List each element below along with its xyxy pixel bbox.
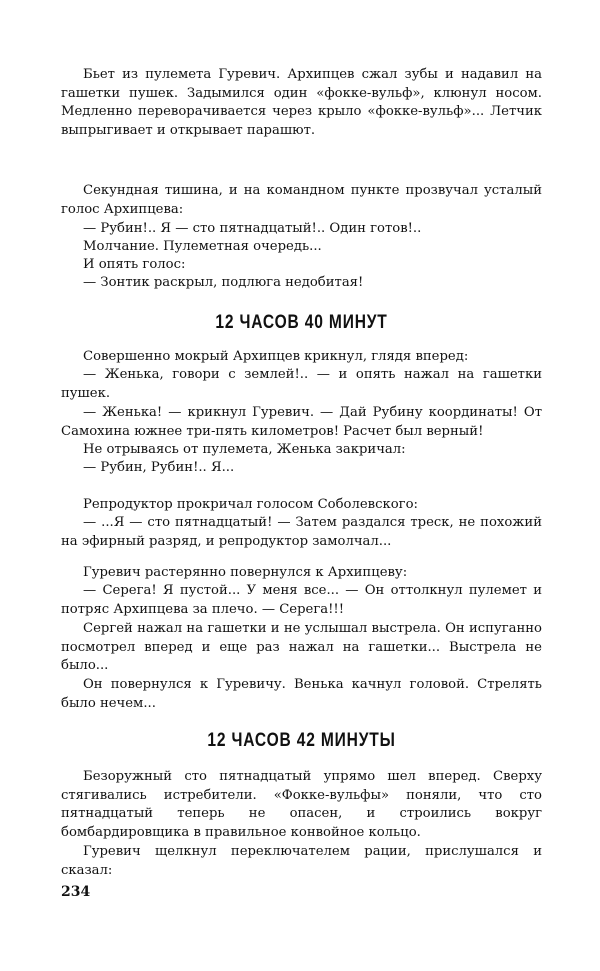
paragraph: Репродуктор прокричал голосом Соболевского: (83, 497, 418, 512)
paragraph: Секундная тишина, и на командном пункте прозвучал усталый голос Архипцева: (61, 183, 542, 217)
dialogue-line: — Серега! Я пустой... У меня все... — Он оттолкнул пулемет и потряс Архипцева за плечо. — Серега!!! (61, 583, 542, 617)
paragraph: Не отрываясь от пулемета, Женька закричал: (83, 442, 406, 457)
section-heading: 12 ЧАСОВ 42 МИНУТЫ (207, 730, 396, 751)
dialogue-line: — Зонтик раскрыл, подлюга недобитая! (83, 275, 364, 290)
paragraph: Молчание. Пулеметная очередь... (83, 239, 322, 254)
paragraph: Гуревич щелкнул переключателем рации, прислушался и сказал: (61, 844, 542, 878)
dialogue-line: — Женька, говори с землей!.. — и опять нажал на гашетки пушек. (61, 367, 542, 401)
paragraph: Бьет из пулемета Гуревич. Архипцев сжал зубы и надавил на гашетки пушек. Задымился один «фокке-вульф», клюнул носом. Медленно переворачивается через крыло «фокке-вульф»... Летчик выпрыгивает и открывает парашют. (61, 67, 542, 138)
dialogue-line: — ...Я — сто пятнадцатый! — Затем раздался треск, не похожий на эфирный разряд, и репродуктор замолчал... (61, 515, 542, 549)
page-number: 234 (61, 884, 91, 900)
paragraph: И опять голос: (83, 257, 186, 272)
dialogue-line: — Женька! — крикнул Гуревич. — Дай Рубину координаты! От Самохина южнее три-пять километров! Расчет был верный! (61, 405, 542, 439)
paragraph: Сергей нажал на гашетки и не услышал выстрела. Он испуганно посмотрел вперед и еще раз нажал на гашетки... Выстрела не было... (61, 621, 542, 674)
dialogue-line: — Рубин!.. Я — сто пятнадцатый!.. Один готов!.. (83, 221, 422, 236)
paragraph: Гуревич растерянно повернулся к Архипцеву: (83, 565, 408, 580)
paragraph: Совершенно мокрый Архипцев крикнул, глядя вперед: (83, 349, 469, 364)
section-heading: 12 ЧАСОВ 40 МИНУТ (215, 312, 388, 333)
paragraph: Он повернулся к Гуревичу. Венька качнул головой. Стрелять было нечем... (61, 677, 542, 711)
dialogue-line: — Рубин, Рубин!.. Я... (83, 460, 235, 475)
paragraph: Безоружный сто пятнадцатый упрямо шел вперед. Сверху стягивались истребители. «Фокке-вульфы» поняли, что сто пятнадцатый теперь не опасен, и строились вокруг бомбардировщика в правильное конвойное кольцо. (61, 769, 542, 840)
